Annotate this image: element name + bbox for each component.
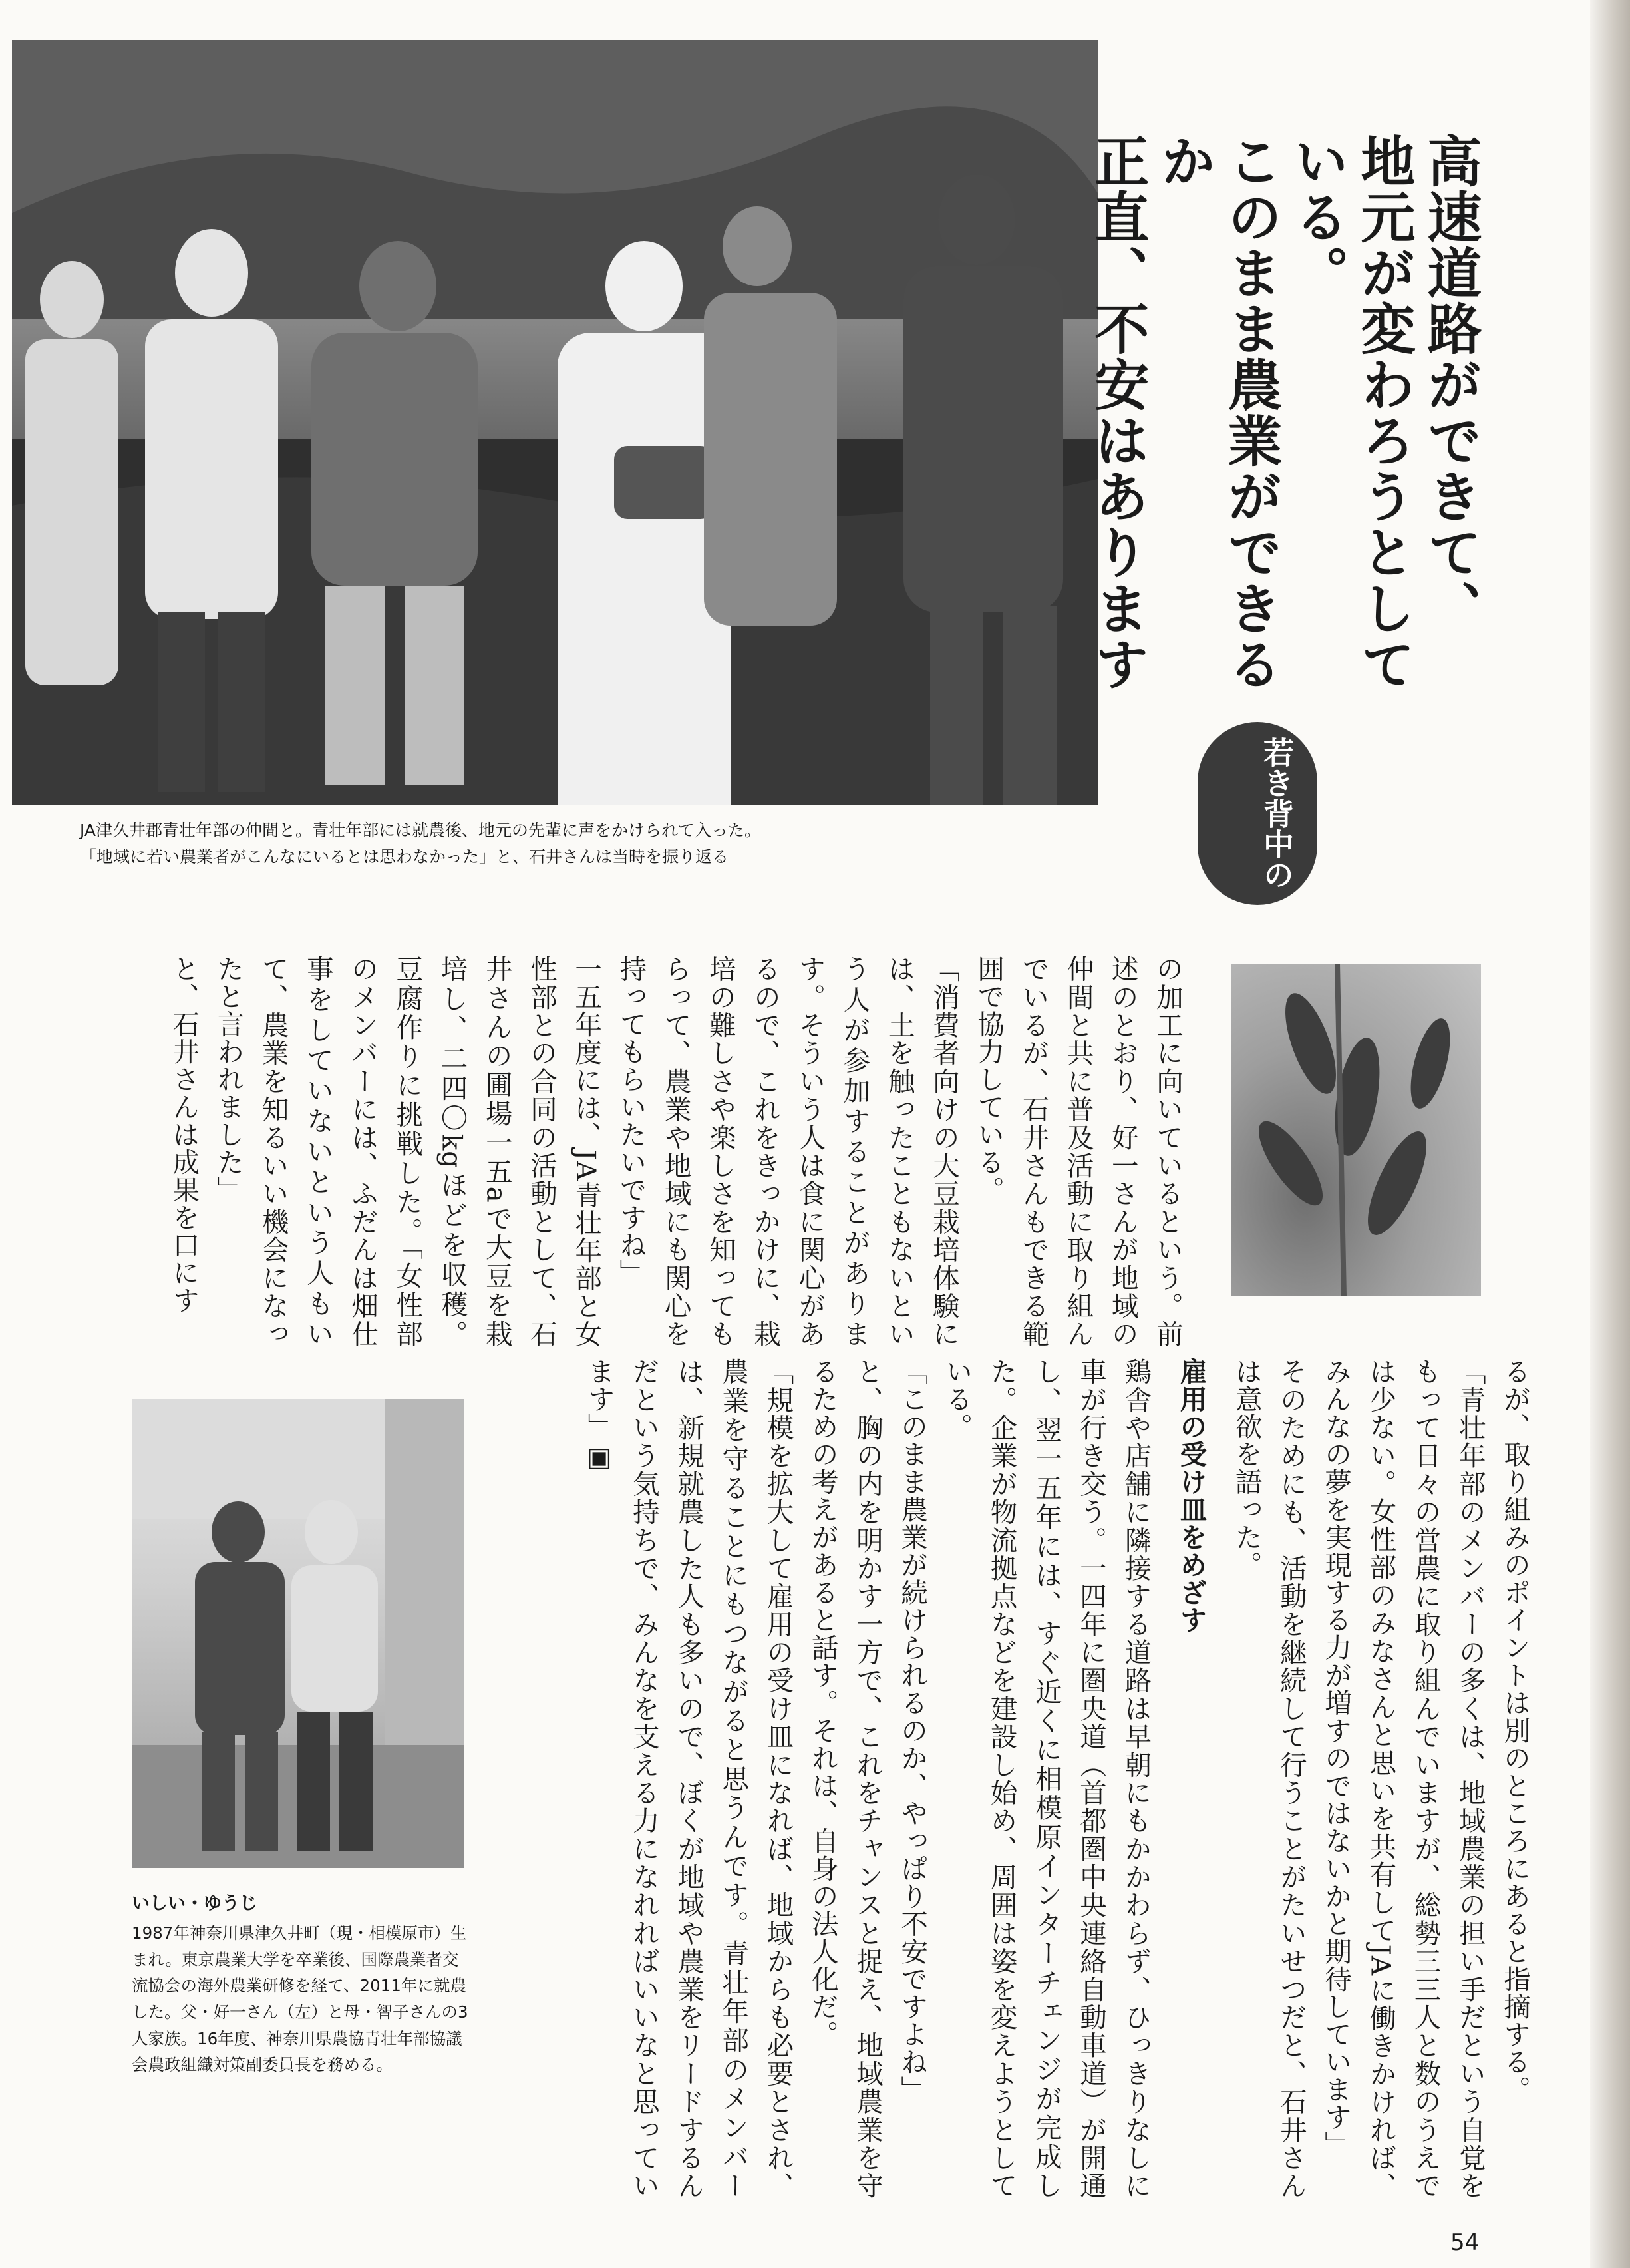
soybean-photo [1231, 964, 1481, 1296]
series-badge [1198, 722, 1317, 905]
profile-bio: 1987年神奈川県津久井町（現・相模原市）生まれ。東京農業大学を卒業後、国際農業者交流協会の海外農業研修を経て、2011年に就農した。父・好一さん（左）と母・智子さんの3人家族。16年度、神奈川県農協青壮年部協議会農政組織対策副委員長を務める。 [132, 1923, 468, 2075]
portrait-illustration [132, 1399, 464, 1868]
body-paragraph: 「青壮年部のメンバーの多くは、地域農業の担い手だという自覚をもって日々の営農に取り組んでいますが、総勢三三人と数のうえでは少ない。女性部のみなさんと思いを共有してJAに働きかければ、みんなの夢を実現する力が増すのではないかと期待しています」 [1320, 1358, 1486, 2199]
headline-line-3: このまま農業ができるか [1152, 133, 1283, 692]
body-paragraph: 鶏舎や店舗に隣接する道路は早朝にもかかわらず、ひっきりなしに車が行き交う。一四年に圏央道（首都圏中央連絡自動車道）が開通し、翌一五年には、すぐ近くに相模原インターチェンジが完成した。企業が物流拠点などを建設し始め、周囲は姿を変えようとしている。 [941, 1358, 1152, 2199]
body-paragraph: るが、取り組みのポイントは別のところにあると指摘する。 [1499, 1358, 1531, 2104]
headline-line-1: 高速道路ができて、 [1418, 133, 1482, 636]
article-body-upper [80, 955, 1190, 1348]
body-paragraph: と、胸の内を明かす一方で、これをチャンスと捉え、地域農業を守るための考えがあると話す。それは、自身の法人化だ。 [806, 1358, 884, 2199]
group-photo-illustration [12, 40, 1098, 805]
body-paragraph: 「消費者向けの大豆栽培体験には、土を触ったこともないという人が参加することがあります。そういう人は食に関心があるので、これをきっかけに、栽培の難しさや楽しさを知ってもらって、農業や地域にも関心を持ってもらいたいですね」 [615, 955, 960, 1348]
body-paragraph: そのためにも、活動を継続して行うことがたいせつだと、石井さんは意欲を語った。 [1230, 1358, 1307, 2199]
body-paragraph [576, 1358, 800, 2199]
photo-caption [80, 817, 1091, 870]
article-body-lower [479, 1358, 1537, 2199]
body-paragraph-text: 「規模を拡大して雇用の受け皿になれば、地域からも必要とされ、農業を守ることにもつながると思うんです。青壮年部のメンバーは、新規就農した人も多いので、ぼくが地域や農業をリードするんだという気持ちで、みんなを支える力になれればいいなと思っています」 [583, 1358, 794, 2199]
page-number: 54 [1450, 2229, 1480, 2256]
series-badge-text: 若き背中の [1259, 737, 1295, 890]
group-photo [12, 40, 1098, 805]
end-mark-icon: ▣ [583, 1440, 615, 1473]
profile-name: いしい・ゆうじ [132, 1893, 257, 1914]
body-paragraph: の加工に向いているという。前述のとおり、好一さんが地域の仲間と共に普及活動に取り組んでいるが、石井さんもできる範囲で協力している。 [973, 955, 1184, 1348]
photo-caption-line-1: JA津久井郡青壮年部の仲間と。青壮年部には就農後、地元の先輩に声をかけられて入った。 [80, 821, 762, 840]
section-subheading: 雇用の受け皿をめざす [1175, 1358, 1208, 1634]
photo-caption-line-2: 「地域に若い農業者がこんなにいるとは思わなかった」と、石井さんは当時を振り返る [80, 847, 729, 866]
body-paragraph: 「このまま農業が続けられるのか、やっぱり不安ですよね」 [896, 1358, 929, 2104]
soybean-illustration [1231, 964, 1481, 1296]
body-paragraph: と、石井さんは成果を口にす [168, 955, 200, 1314]
portrait-photo [132, 1399, 464, 1868]
body-paragraph: 一五年度には、JA青壮年部と女性部との合同の活動として、石井さんの圃場一五aで大豆を栽培し、二四〇kgほどを収穫。豆腐作りに挑戦した。「女性部のメンバーには、ふだんは畑仕事をしていないという人もいて、農業を知るいい機会になったと言われました」 [212, 955, 603, 1348]
headline [1085, 133, 1484, 705]
headline-line-2: 地元が変わろうとしている。 [1285, 133, 1416, 692]
page-edge [1590, 0, 1630, 2268]
headline-line-4: 正直、不安はあります [1085, 133, 1150, 692]
